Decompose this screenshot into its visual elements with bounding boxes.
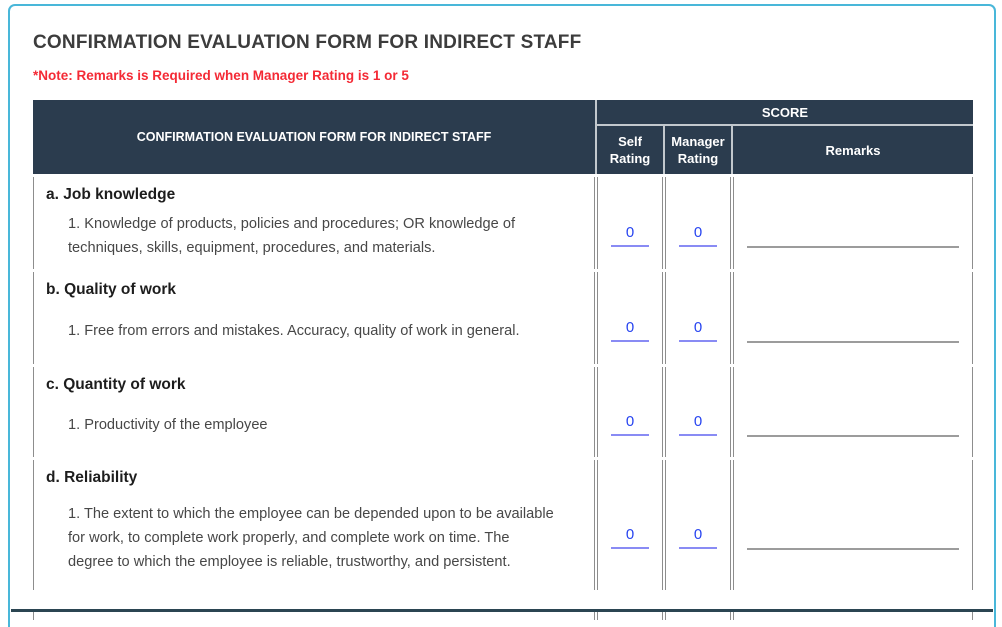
- page-title: CONFIRMATION EVALUATION FORM FOR INDIRECT STAFF: [33, 32, 582, 53]
- remarks-input[interactable]: [747, 435, 959, 437]
- section-row-a: [33, 177, 973, 269]
- manager-rating-input[interactable]: 0: [679, 224, 717, 247]
- self-rating-cell: [597, 367, 663, 457]
- self-rating-cell: [597, 177, 663, 269]
- manager-rating-cell: [665, 272, 731, 364]
- table-body: [33, 174, 973, 590]
- remarks-input[interactable]: [747, 341, 959, 343]
- remarks-cell: [733, 367, 973, 457]
- partial-next-row: [33, 612, 973, 620]
- self-rating-input[interactable]: 0: [611, 526, 649, 549]
- self-rating-input[interactable]: 0: [611, 413, 649, 436]
- table-header: [33, 100, 973, 174]
- manager-rating-cell: [665, 367, 731, 457]
- section-row-d: [33, 460, 973, 590]
- section-label: b. Quality of work: [46, 281, 177, 298]
- criteria-cell: [33, 272, 595, 364]
- self-rating-input[interactable]: 0: [611, 319, 649, 342]
- header-manager-rating: Manager Rating: [665, 126, 731, 174]
- criteria-text: 1. Productivity of the employee: [68, 416, 268, 433]
- header-remarks: Remarks: [733, 126, 973, 174]
- criteria-text: 1. Free from errors and mistakes. Accuracy, quality of work in general.: [68, 322, 520, 339]
- remarks-cell: [733, 177, 973, 269]
- criteria-cell: [33, 177, 595, 269]
- remarks-cell: [733, 460, 973, 590]
- self-rating-cell: [597, 460, 663, 590]
- criteria-text: 1. The extent to which the employee can be depended upon to be available for work, to complete work properly, and complete work on time. The degree to which the employee is reliable, trustworthy, and persistent.: [68, 505, 554, 570]
- evaluation-table: [33, 100, 973, 590]
- criteria-cell: [33, 367, 595, 457]
- remarks-input[interactable]: [747, 246, 959, 248]
- manager-rating-input[interactable]: 0: [679, 526, 717, 549]
- manager-rating-cell: [665, 177, 731, 269]
- section-label: a. Job knowledge: [46, 186, 176, 203]
- criteria-text: 1. Knowledge of products, policies and procedures; OR knowledge of techniques, skills, equipment, procedures, and materials.: [68, 215, 515, 256]
- remarks-input[interactable]: [747, 548, 959, 550]
- manager-rating-input[interactable]: 0: [679, 319, 717, 342]
- manager-rating-input[interactable]: 0: [679, 413, 717, 436]
- header-score: SCORE: [597, 100, 973, 124]
- section-row-c: [33, 367, 973, 457]
- required-note: *Note: Remarks is Required when Manager Rating is 1 or 5: [33, 68, 409, 83]
- section-row-b: [33, 272, 973, 364]
- self-rating-cell: [597, 272, 663, 364]
- section-label: c. Quantity of work: [46, 376, 186, 393]
- header-self-rating: Self Rating: [597, 126, 663, 174]
- header-form-title: CONFIRMATION EVALUATION FORM FOR INDIRECT STAFF: [33, 100, 595, 174]
- criteria-cell: [33, 460, 595, 590]
- manager-rating-cell: [665, 460, 731, 590]
- self-rating-input[interactable]: 0: [611, 224, 649, 247]
- form-card: [8, 4, 996, 627]
- section-label: d. Reliability: [46, 469, 138, 486]
- remarks-cell: [733, 272, 973, 364]
